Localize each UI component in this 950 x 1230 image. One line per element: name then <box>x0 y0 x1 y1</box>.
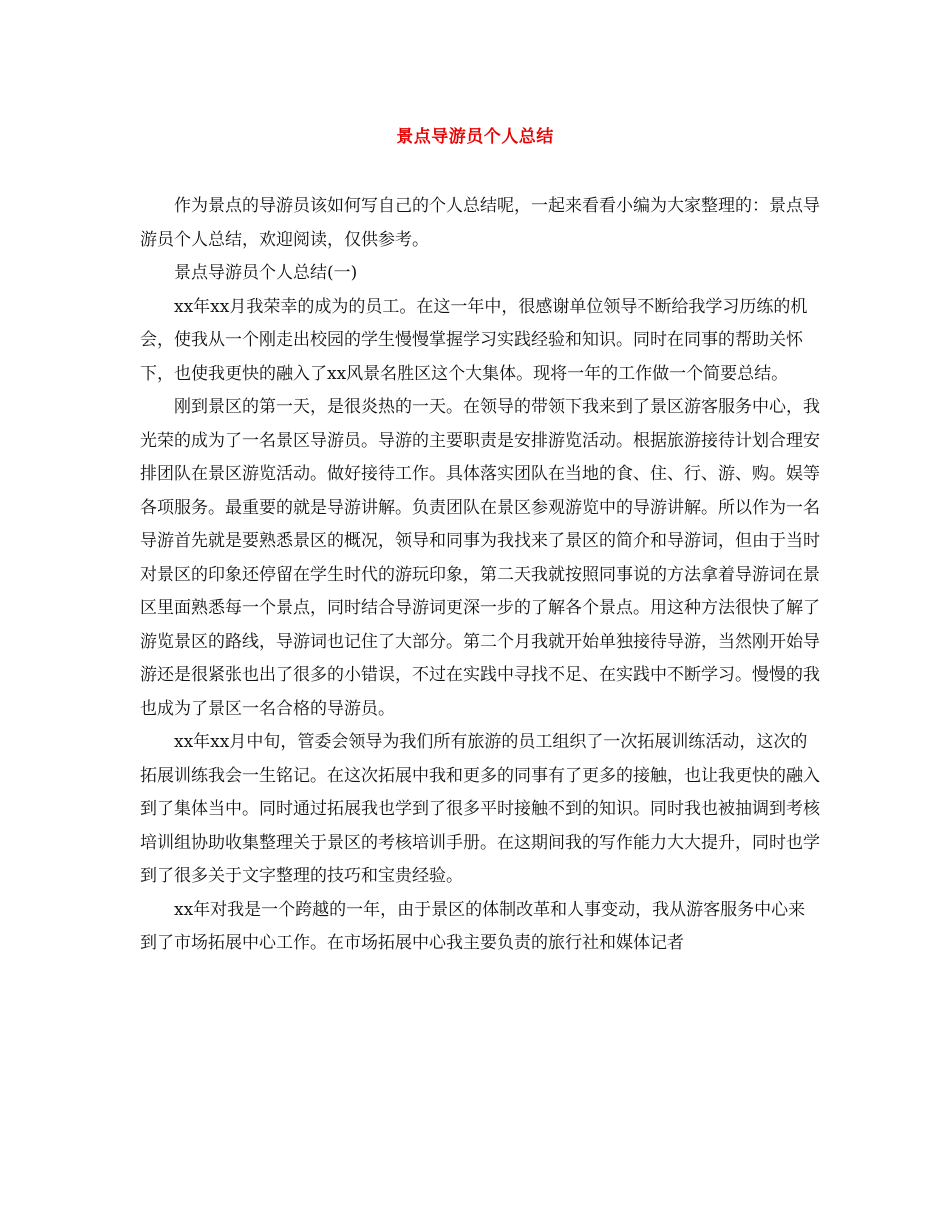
body-paragraph: xx年xx月我荣幸的成为的员工。在这一年中，很感谢单位领导不断给我学习历练的机会，使我从一个刚走出校园的学生慢慢掌握学习实践经验和知识。同时在同事的帮助关怀下，也使我更快的融入了xx风景名胜区这个大集体。现将一年的工作做一个简要总结。 <box>140 296 808 384</box>
document-title: 景点导游员个人总结 <box>396 127 554 147</box>
document-body <box>140 190 820 961</box>
body-paragraph: 刚到景区的第一天，是很炎热的一天。在领导的带领下我来到了景区游客服务中心，我光荣的成为了一名景区导游员。导游的主要职责是安排游览活动。根据旅游接待计划合理安排团队在景区游览活动。做好接待工作。具体落实团队在当地的食、住、行、游、购。娱等各项服务。最重要的就是导游讲解。负责团队在景区参观游览中的导游讲解。所以作为一名导游首先就是要熟悉景区的概况，领导和同事为我找来了景区的简介和导游词，但由于当时对景区的印象还停留在学生时代的游玩印象，第二天我就按照同事说的方法拿着导游词在景区里面熟悉每一个景点，同时结合导游词更深一步的了解各个景点。用这种方法很快了解了游览景区的路线，导游词也记住了大部分。第二个月我就开始单独接待导游，当然刚开始导游还是很紧张也出了很多的小错误，不过在实践中寻找不足、在实践中不断学习。慢慢的我也成为了景区一名合格的导游员。 <box>140 397 820 719</box>
section-heading: 景点导游员个人总结(一) <box>174 263 358 283</box>
intro-paragraph: 作为景点的导游员该如何写自己的个人总结呢，一起来看看小编为大家整理的：景点导游员个人总结，欢迎阅读，仅供参考。 <box>140 196 820 250</box>
body-paragraph: xx年对我是一个跨越的一年，由于景区的体制改革和人事变动，我从游客服务中心来到了市场拓展中心工作。在市场拓展中心我主要负责的旅行社和媒体记者 <box>140 899 806 953</box>
body-paragraph: xx年xx月中旬，管委会领导为我们所有旅游的员工组织了一次拓展训练活动，这次的拓展训练我会一生铭记。在这次拓展中我和更多的同事有了更多的接触，也让我更快的融入到了集体当中。同时通过拓展我也学到了很多平时接触不到的知识。同时我也被抽调到考核培训组协助收集整理关于景区的考核培训手册。在这期间我的写作能力大大提升，同时也学到了很多关于文字整理的技巧和宝贵经验。 <box>140 732 820 886</box>
